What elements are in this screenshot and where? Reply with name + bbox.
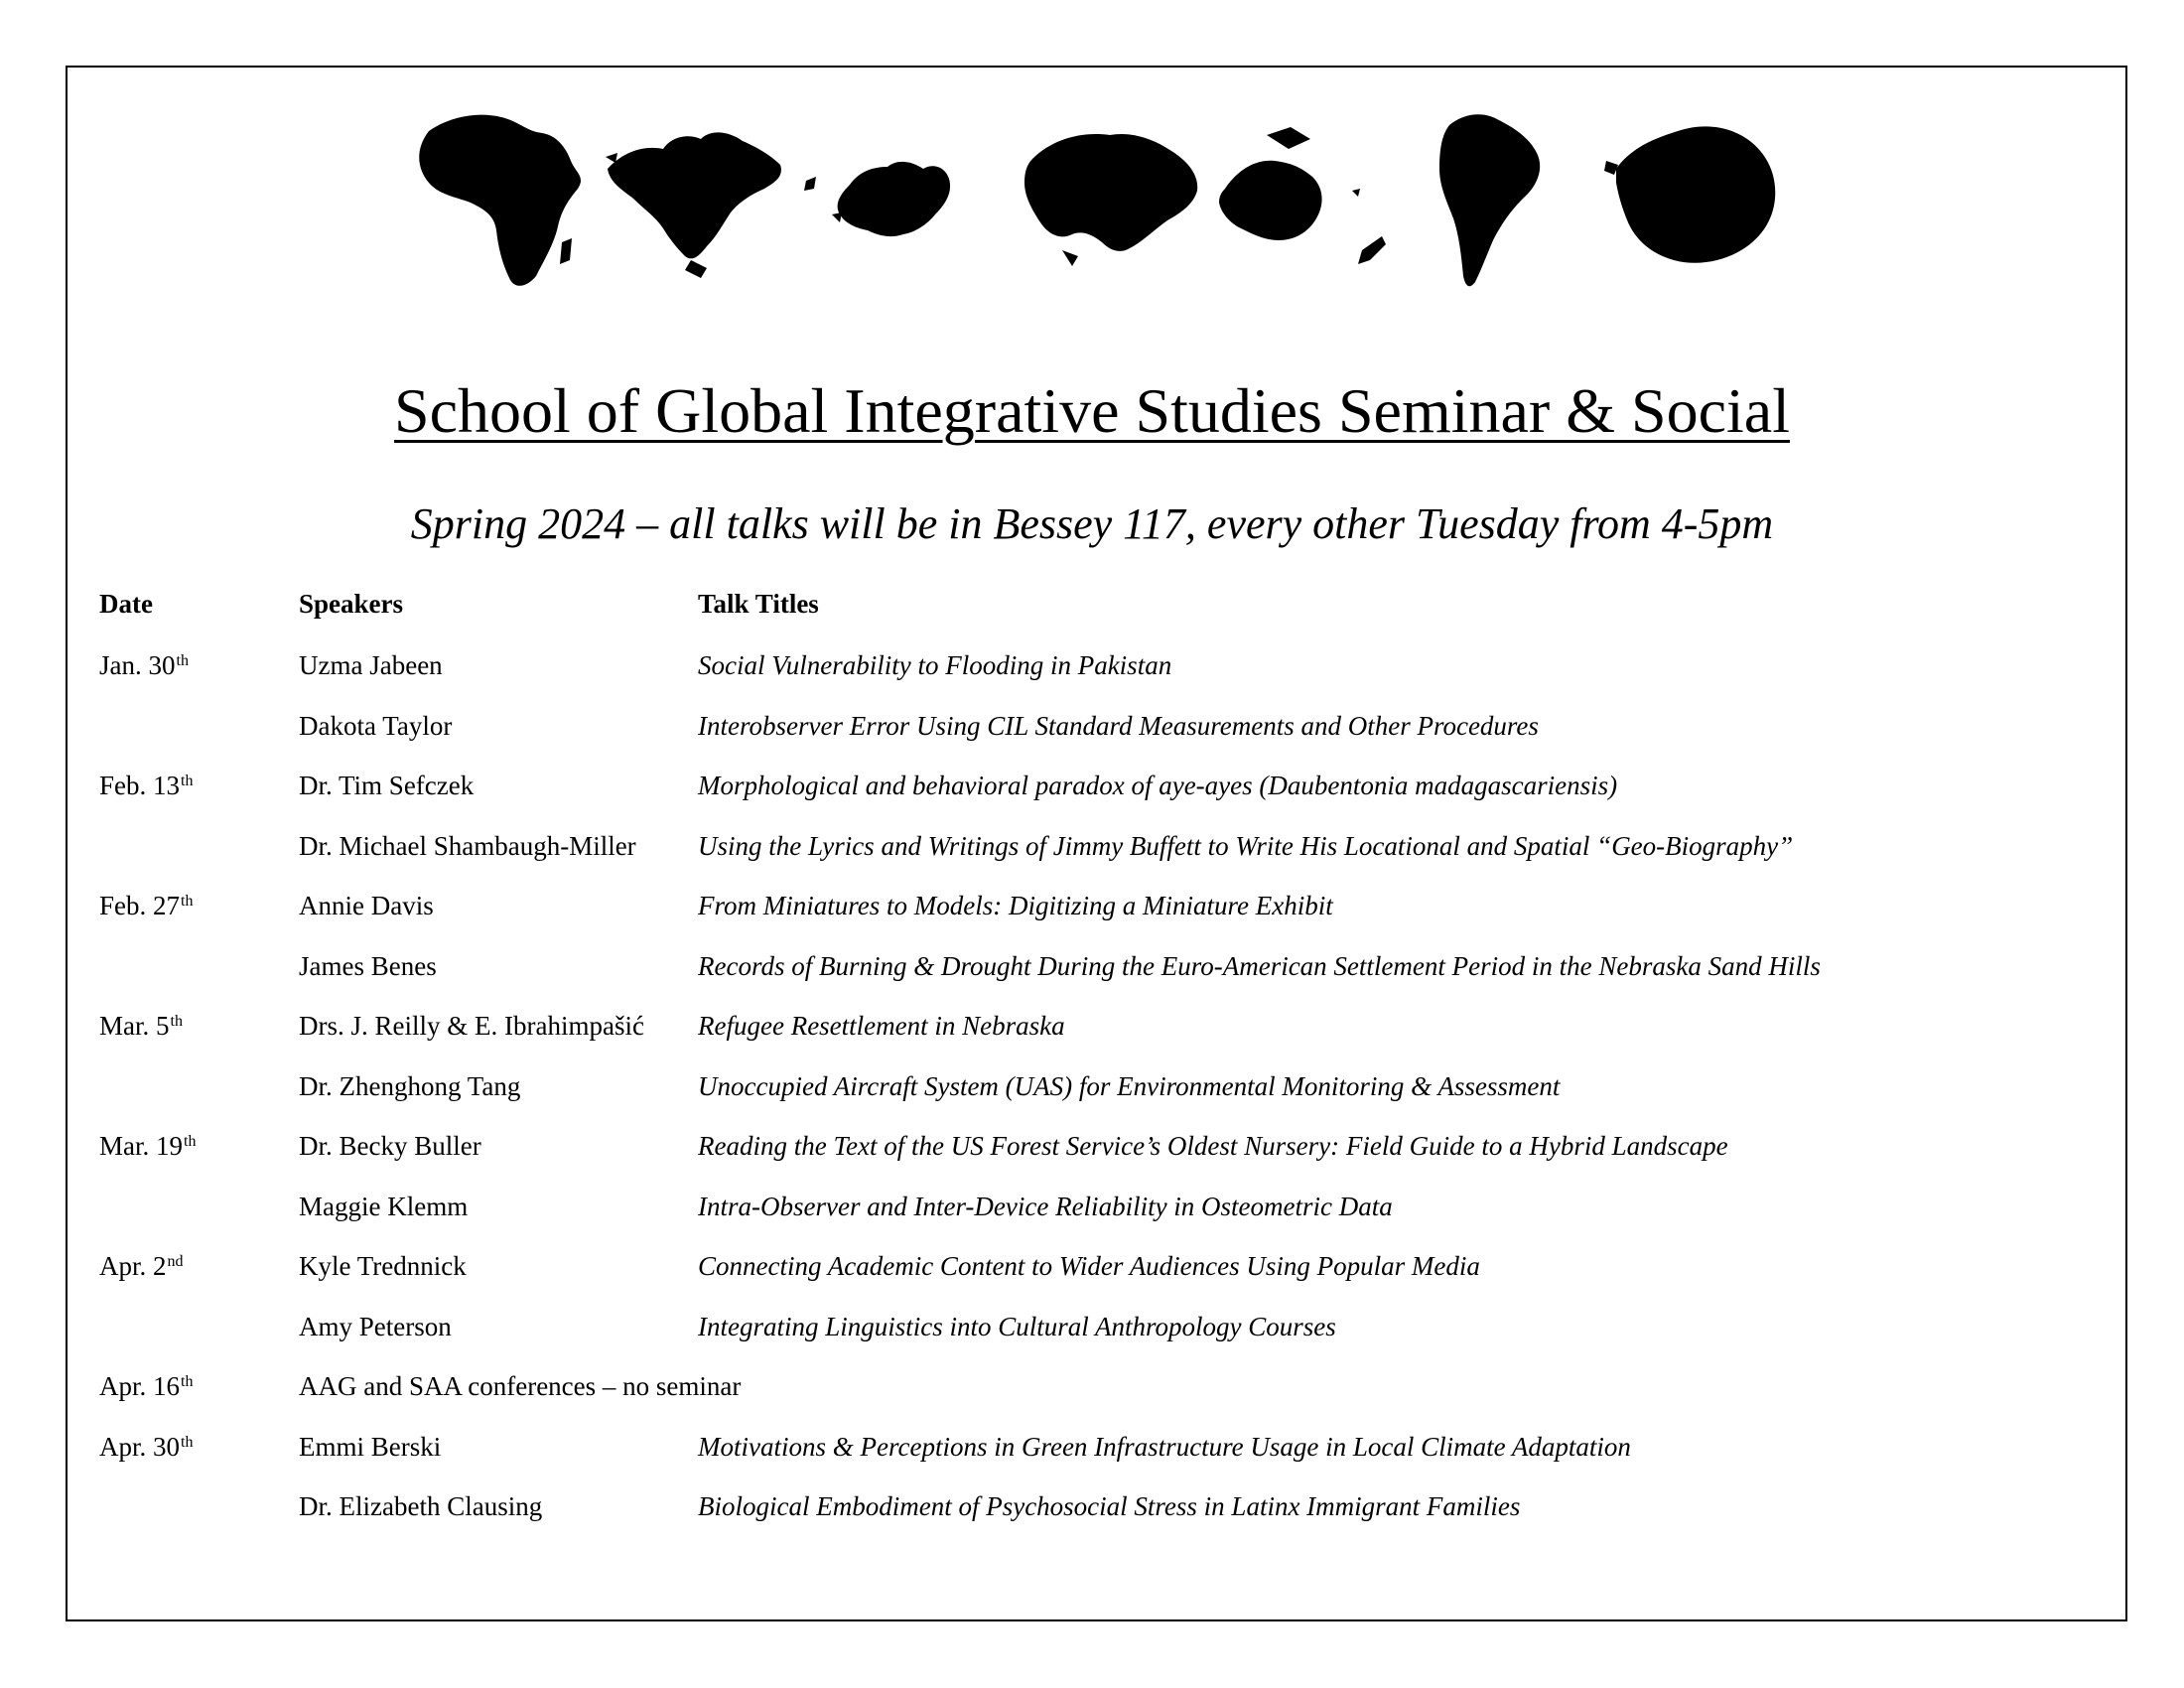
africa-silhouette: [419, 115, 581, 286]
row-talk-title: Unoccupied Aircraft System (UAS) for Environmental Monitoring & Assessment: [698, 1070, 1561, 1101]
table-row: [0, 1310, 2184, 1349]
row-speaker: AAG and SAA conferences – no seminar: [299, 1371, 742, 1401]
talks-column-header: Talk Titles: [698, 589, 819, 619]
page-title: School of Global Integrative Studies Seminar & Social: [394, 375, 1790, 446]
speakers-column-header: Speakers: [299, 589, 404, 619]
row-speaker: Dr. Tim Sefczek: [299, 771, 475, 800]
table-row: [0, 829, 2184, 869]
row-talk-title: Interobserver Error Using CIL Standard Measurements and Other Procedures: [698, 710, 1539, 741]
south-america-silhouette: [1439, 114, 1540, 286]
row-speaker: Emmi Berski: [299, 1431, 442, 1462]
row-date: [99, 709, 100, 743]
row-date-suffix: th: [181, 1373, 194, 1390]
row-speaker: Maggie Klemm: [299, 1191, 469, 1221]
row-date-suffix: nd: [167, 1253, 184, 1270]
table-row: [0, 1489, 2184, 1529]
north-america-silhouette: [608, 132, 781, 258]
row-speaker: Dr. Elizabeth Clausing: [299, 1491, 543, 1521]
row-date: [99, 829, 100, 863]
row-talk-title: Connecting Academic Content to Wider Audiences Using Popular Media: [698, 1251, 1480, 1281]
continents-banner: [0, 0, 2184, 318]
europe-silhouette: [838, 162, 950, 236]
row-date-suffix: th: [181, 1433, 194, 1451]
row-talk-title: Refugee Resettlement in Nebraska: [698, 1011, 1065, 1041]
row-speaker: Dr. Zhenghong Tang: [299, 1070, 521, 1101]
table-row: [0, 949, 2184, 989]
row-date-suffix: th: [170, 1013, 183, 1030]
row-talk-title: Social Vulnerability to Flooding in Pakistan: [698, 650, 1172, 680]
row-date: [99, 1489, 100, 1523]
table-row: [0, 1430, 2184, 1470]
row-date: [99, 1430, 193, 1464]
row-speaker: Amy Peterson: [299, 1311, 452, 1341]
row-speaker: Annie Davis: [299, 891, 434, 920]
antarctica-silhouette: [1616, 126, 1775, 262]
row-date-text: Mar. 5: [99, 1011, 170, 1041]
table-row: [0, 889, 2184, 928]
row-date: [99, 1369, 193, 1403]
table-row: [0, 1129, 2184, 1169]
row-date-suffix: th: [184, 1133, 197, 1150]
row-speaker: Kyle Trednnick: [299, 1251, 467, 1281]
row-speaker: Uzma Jabeen: [299, 650, 443, 680]
table-row: [0, 1190, 2184, 1229]
row-talk-title: Motivations & Perceptions in Green Infrastructure Usage in Local Climate Adaptation: [698, 1431, 1631, 1462]
page-subtitle: Spring 2024 – all talks will be in Bessey 117, every other Tuesday from 4-5pm: [410, 499, 1774, 548]
row-date-text: Apr. 30: [99, 1431, 180, 1462]
row-date: [99, 949, 100, 983]
row-date: [99, 1310, 100, 1343]
table-row: [0, 1009, 2184, 1049]
row-date-text: Apr. 16: [99, 1371, 180, 1401]
table-row: [0, 709, 2184, 749]
row-date: [99, 1129, 196, 1163]
row-date-text: Jan. 30: [99, 650, 176, 680]
row-talk-title: Intra-Observer and Inter-Device Reliability in Osteometric Data: [698, 1191, 1393, 1221]
row-date-text: Apr. 2: [99, 1251, 167, 1281]
row-talk-title: Integrating Linguistics into Cultural Anthropology Courses: [698, 1311, 1336, 1341]
row-speaker: James Benes: [299, 950, 437, 981]
table-row: [0, 769, 2184, 808]
row-talk-title: Reading the Text of the US Forest Service’s Oldest Nursery: Field Guide to a Hybrid Landscape: [698, 1131, 1728, 1161]
table-row: [0, 1249, 2184, 1289]
row-talk-title: Morphological and behavioral paradox of aye-ayes (Daubentonia madagascariensis): [698, 771, 1618, 800]
date-column-header: Date: [99, 589, 153, 619]
row-talk-title: Using the Lyrics and Writings of Jimmy Buffett to Write His Locational and Spatial “Geo-Biography”: [698, 830, 1794, 861]
row-date: [99, 1249, 184, 1283]
row-date-text: Feb. 27: [99, 891, 180, 920]
row-speaker: Dr. Michael Shambaugh-Miller: [299, 830, 636, 861]
row-date: [99, 1069, 100, 1103]
row-date-suffix: th: [181, 773, 194, 789]
row-date: [99, 648, 189, 682]
australia-silhouette: [1219, 161, 1322, 240]
row-date: [99, 1190, 100, 1223]
row-date-text: Mar. 19: [99, 1131, 183, 1161]
row-talk-title: Biological Embodiment of Psychosocial Stress in Latinx Immigrant Families: [698, 1491, 1521, 1521]
table-row: [0, 1069, 2184, 1109]
row-talk-title: From Miniatures to Models: Digitizing a Miniature Exhibit: [698, 891, 1333, 920]
table-row: [0, 648, 2184, 688]
row-talk-title: Records of Burning & Drought During the Euro-American Settlement Period in the Nebraska Sand Hills: [698, 950, 1821, 981]
row-date-text: Feb. 13: [99, 771, 180, 800]
row-date: [99, 889, 193, 922]
row-date-suffix: th: [176, 652, 189, 669]
row-date: [99, 769, 193, 802]
row-speaker: Dr. Becky Buller: [299, 1131, 481, 1161]
asia-silhouette: [1024, 134, 1197, 251]
row-speaker: Dakota Taylor: [299, 710, 453, 741]
table-row: [0, 1369, 2184, 1409]
row-date-suffix: th: [181, 893, 194, 910]
row-date: [99, 1009, 183, 1043]
row-speaker: Drs. J. Reilly & E. Ibrahimpašić: [299, 1011, 644, 1041]
